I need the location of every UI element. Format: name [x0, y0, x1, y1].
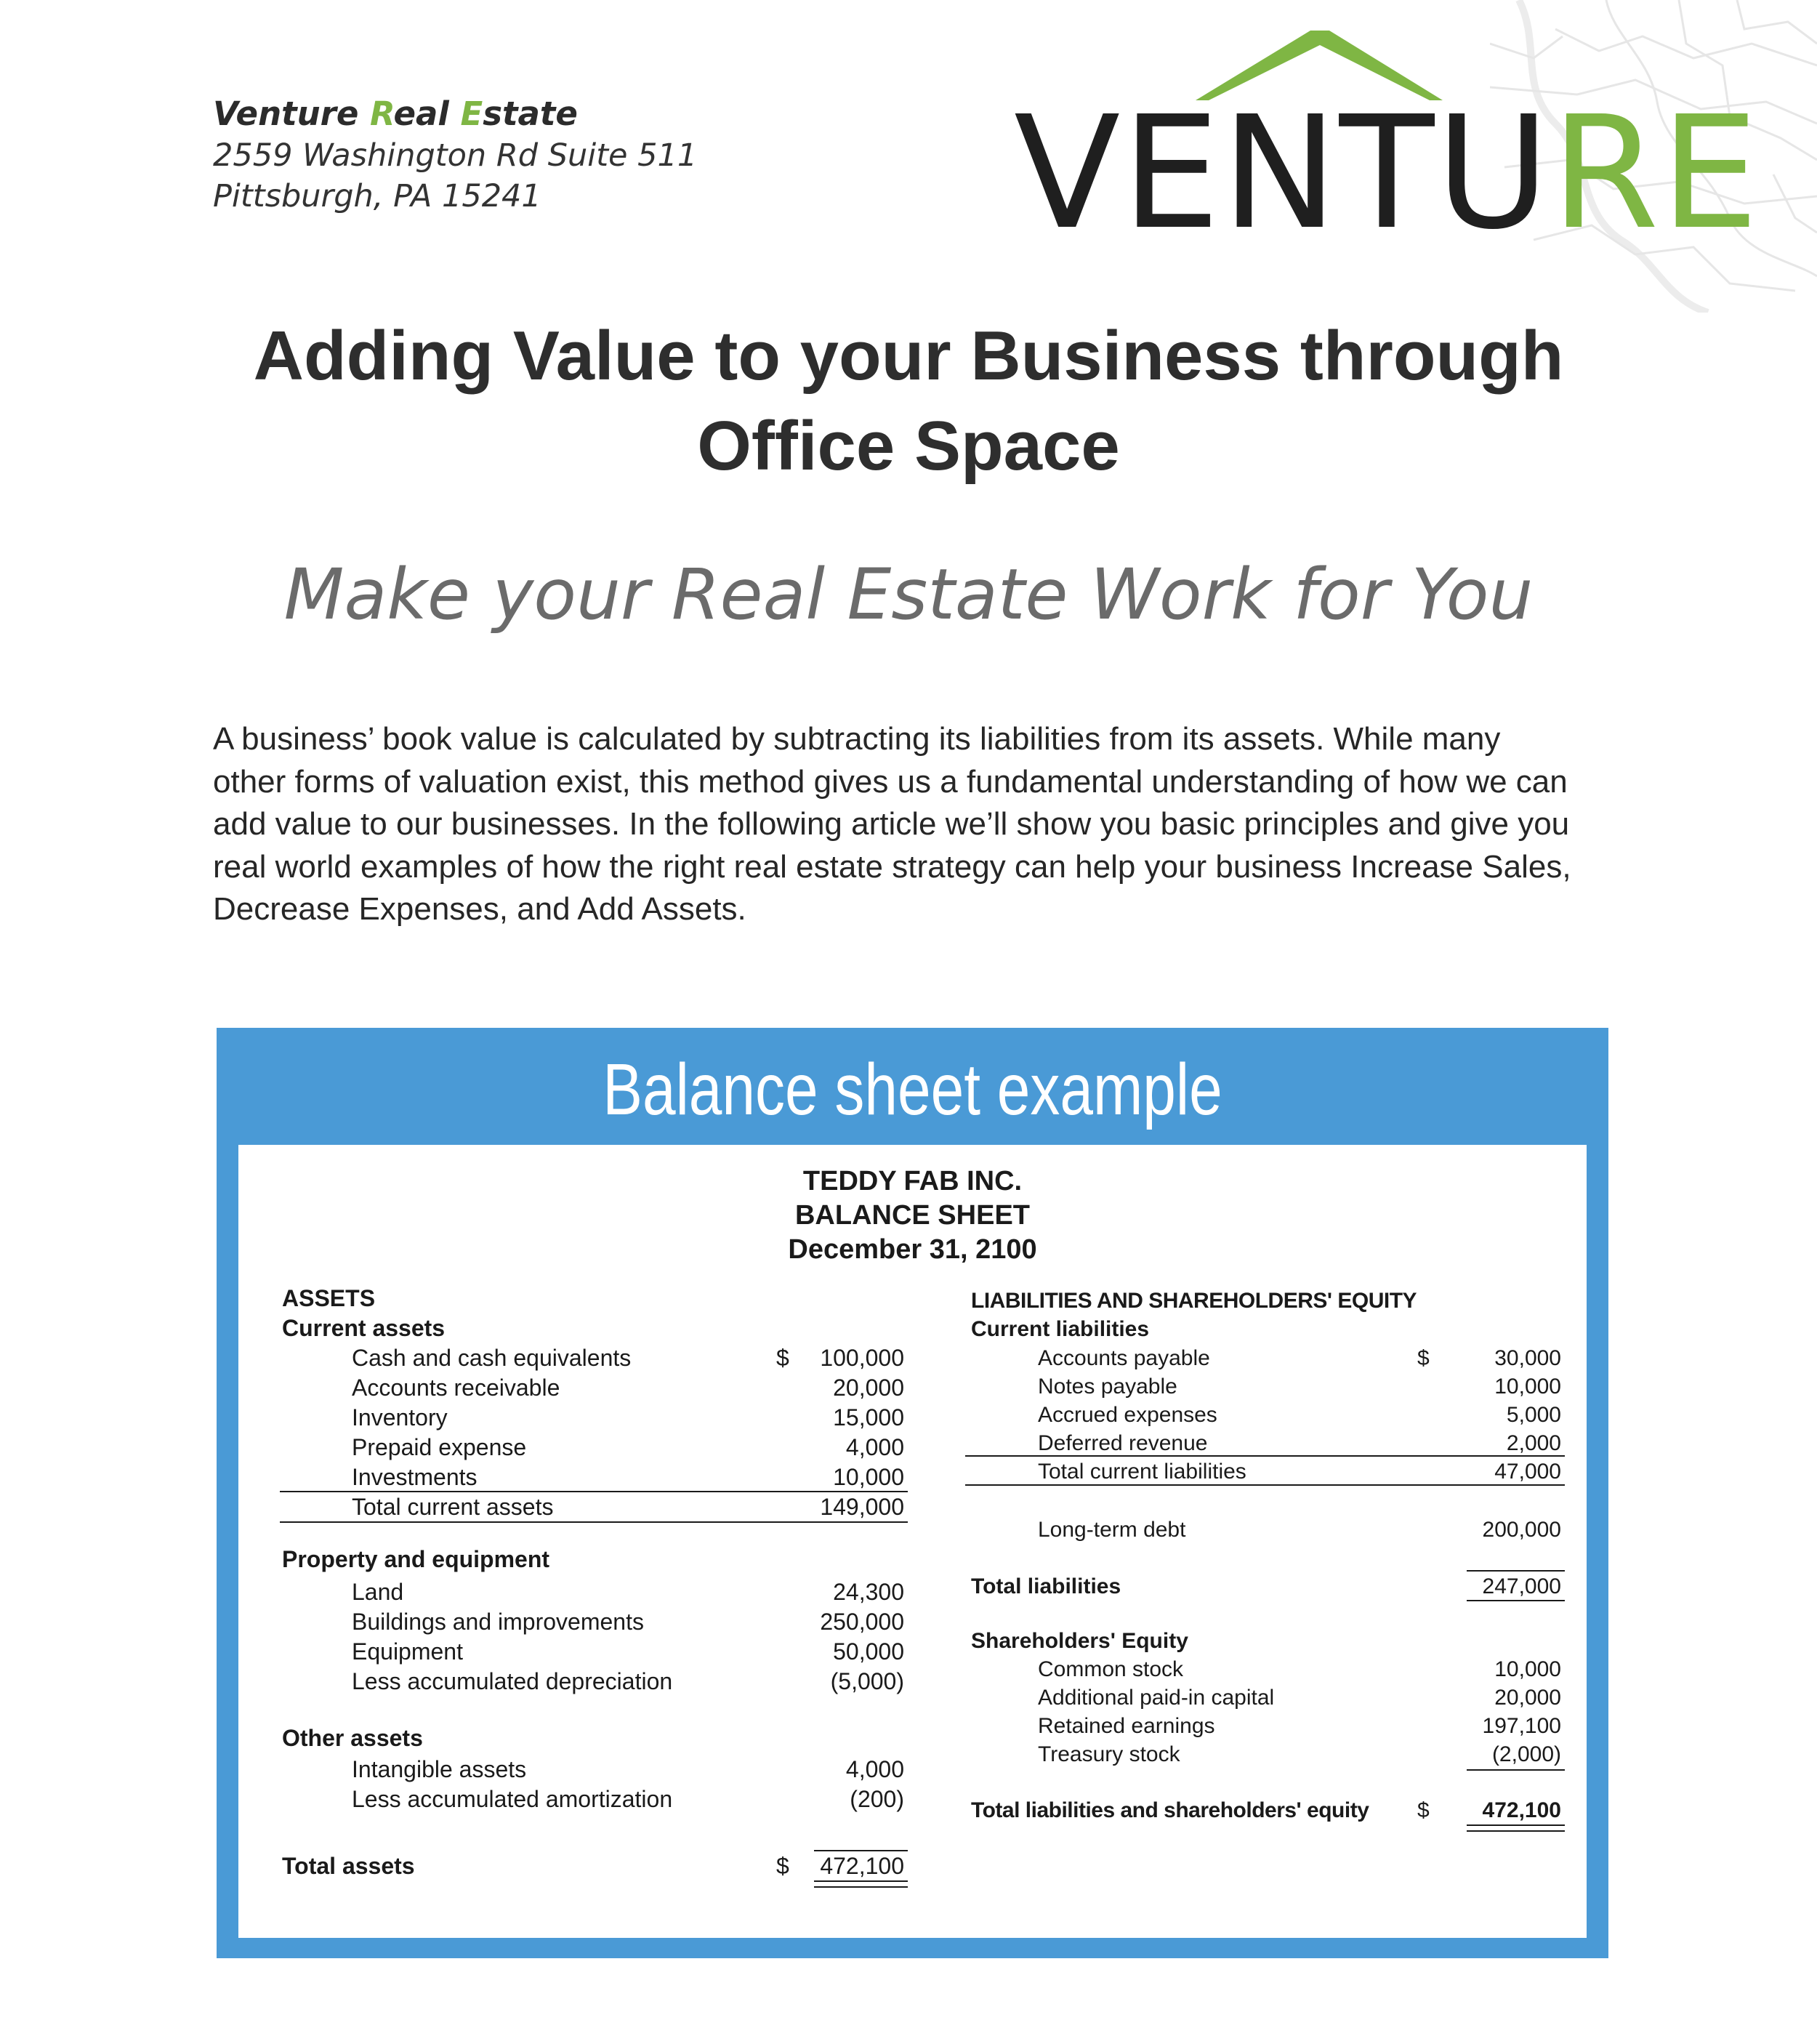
asset-label: Less accumulated depreciation [352, 1668, 673, 1694]
equity-value: 197,100 [1482, 1714, 1561, 1738]
property-header: Property and equipment [282, 1546, 550, 1572]
balance-sheet-heading: Balance sheet example [603, 1049, 1222, 1130]
currency-sign: $ [776, 1345, 789, 1371]
total-current-assets-value: 149,000 [820, 1494, 904, 1520]
letterhead [213, 93, 697, 217]
liability-label: Accrued expenses [1038, 1403, 1217, 1427]
asset-value: 50,000 [833, 1638, 904, 1665]
current-liabilities-header: Current liabilities [971, 1317, 1150, 1341]
equity-label: Treasury stock [1038, 1742, 1180, 1766]
asset-value: 15,000 [833, 1404, 904, 1431]
divider [1467, 1600, 1565, 1601]
double-underline [814, 1880, 908, 1882]
asset-value: 4,000 [845, 1434, 904, 1460]
asset-label: Intangible assets [352, 1756, 527, 1782]
address-line-2: Pittsburgh, PA 15241 [213, 178, 541, 214]
divider [1467, 1570, 1565, 1572]
liability-value: 2,000 [1506, 1431, 1561, 1455]
divider [814, 1850, 908, 1851]
divider [280, 1491, 908, 1492]
assets-header: ASSETS [282, 1285, 376, 1311]
total-liabilities-equity-label: Total liabilities and shareholders' equity [971, 1798, 1369, 1822]
asset-value: (5,000) [830, 1668, 904, 1694]
total-assets-value: 472,100 [820, 1853, 904, 1879]
double-underline [814, 1886, 908, 1888]
total-liabilities-equity-value: 472,100 [1482, 1798, 1561, 1822]
venture-logo [1014, 29, 1760, 264]
current-assets-header: Current assets [282, 1315, 446, 1341]
asset-label: Investments [352, 1464, 478, 1490]
total-current-liabilities-value: 47,000 [1494, 1460, 1561, 1484]
long-term-debt-label: Long-term debt [1038, 1518, 1186, 1542]
double-underline [1467, 1824, 1565, 1826]
currency-sign: $ [1417, 1346, 1430, 1370]
long-term-debt-value: 200,000 [1482, 1518, 1561, 1542]
equity-value: 20,000 [1494, 1686, 1561, 1710]
asset-label: Cash and cash equivalents [352, 1345, 632, 1371]
divider [280, 1521, 908, 1523]
asset-value: 4,000 [845, 1756, 904, 1782]
liability-value: 30,000 [1494, 1346, 1561, 1370]
address-line-1: 2559 Washington Rd Suite 511 [213, 137, 698, 174]
sheet-title: BALANCE SHEET [794, 1200, 1031, 1231]
total-liabilities-value: 247,000 [1482, 1574, 1561, 1598]
liability-value: 5,000 [1506, 1403, 1561, 1427]
total-current-assets-label: Total current assets [352, 1494, 554, 1520]
asset-label: Inventory [352, 1404, 448, 1431]
sheet-date: December 31, 2100 [788, 1234, 1037, 1265]
divider [965, 1484, 1565, 1486]
divider [1467, 1769, 1565, 1771]
equity-value: 10,000 [1494, 1657, 1561, 1681]
balance-sheet-figure [217, 1028, 1608, 1958]
total-current-liabilities-label: Total current liabilities [1038, 1460, 1246, 1484]
asset-value: 10,000 [833, 1464, 904, 1490]
asset-label: Equipment [352, 1638, 463, 1665]
asset-value: 250,000 [820, 1609, 904, 1635]
liabilities-header: LIABILITIES AND SHAREHOLDERS' EQUITY [971, 1289, 1417, 1313]
asset-label: Buildings and improvements [352, 1609, 644, 1635]
asset-label: Accounts receivable [352, 1375, 560, 1401]
currency-sign: $ [776, 1853, 789, 1879]
sheet-company: TEDDY FAB INC. [802, 1166, 1023, 1196]
asset-value: 100,000 [820, 1345, 904, 1371]
liability-label: Accounts payable [1038, 1346, 1210, 1370]
asset-value: (200) [850, 1786, 904, 1812]
total-liabilities-label: Total liabilities [971, 1574, 1121, 1598]
balance-sheet-table [238, 1145, 1587, 1938]
asset-value: 20,000 [833, 1375, 904, 1401]
intro-paragraph: A business’ book value is calculated by subtracting its liabilities from its assets. While many other forms of valuation exist, this method gives us a fundamental understanding of how we can add value to our businesses. In the following article we’ll show you basic principles and give you real world examples of how the right real estate strategy can help your business Increase Sales, Decrease Expenses, and Add Assets. [213, 721, 1571, 927]
asset-value: 24,300 [833, 1579, 904, 1605]
total-assets-label: Total assets [282, 1853, 415, 1879]
page-title: Adding Value to your Business through Office Space [253, 317, 1564, 485]
other-assets-header: Other assets [282, 1725, 423, 1751]
double-underline [1467, 1830, 1565, 1832]
liability-label: Deferred revenue [1038, 1431, 1208, 1455]
divider [965, 1455, 1565, 1457]
equity-label: Common stock [1038, 1657, 1184, 1681]
equity-header: Shareholders' Equity [971, 1629, 1188, 1653]
liability-value: 10,000 [1494, 1375, 1561, 1399]
company-name: Venture Real Estate [213, 94, 578, 133]
page-subtitle: Make your Real Estate Work for You [283, 554, 1534, 635]
equity-label: Retained earnings [1038, 1714, 1215, 1738]
equity-label: Additional paid-in capital [1038, 1686, 1275, 1710]
liability-label: Notes payable [1038, 1375, 1177, 1399]
currency-sign: $ [1417, 1798, 1430, 1822]
asset-label: Prepaid expense [352, 1434, 527, 1460]
logo-wordmark: VENTURE [1014, 83, 1760, 264]
asset-label: Less accumulated amortization [352, 1786, 673, 1812]
asset-label: Land [352, 1579, 404, 1605]
equity-value: (2,000) [1491, 1742, 1561, 1766]
